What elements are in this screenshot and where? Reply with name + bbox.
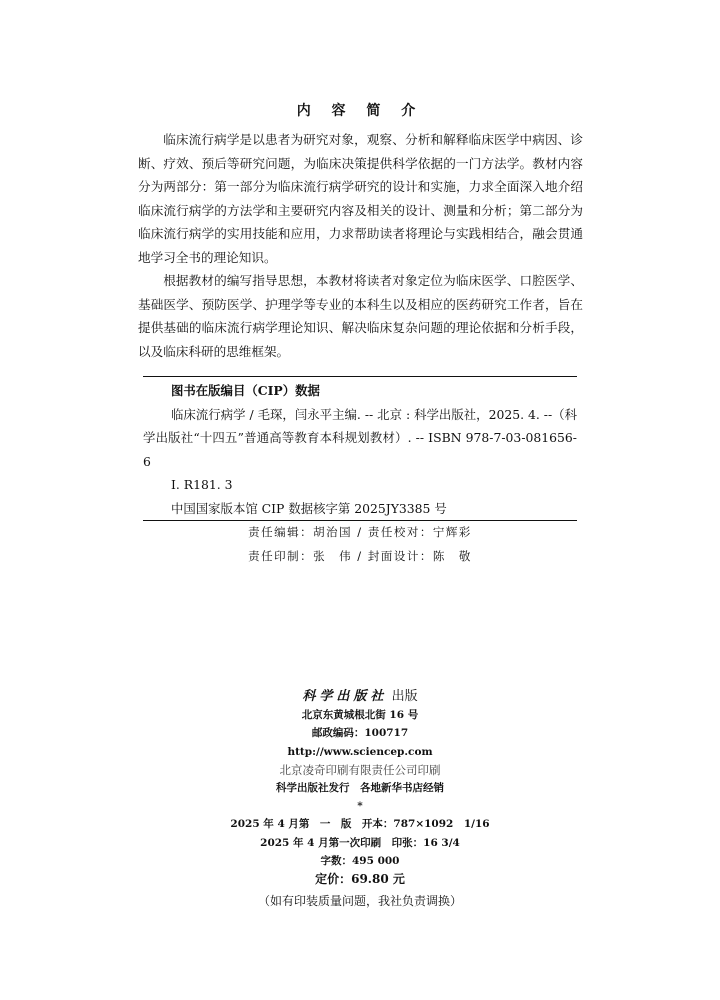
publisher-address: 北京东黄城根北街 16 号 (301, 709, 419, 722)
quality-notice: （如有印装质量问题，我社负责调换） (257, 894, 462, 909)
page-title: 内 容 简 介 (296, 103, 424, 119)
editors-line-2: 责任印制：张 伟 / 封面设计：陈 敬 (248, 549, 472, 563)
cip-classification: Ⅰ. R181. 3 (171, 477, 233, 492)
word-count: 字数：495 000 (320, 854, 400, 867)
edition-info: 2025 年 4 月第 一 版 开本：787×1092 1/16 (230, 818, 490, 831)
printer: 北京凌奇印刷有限责任公司印刷 (279, 762, 441, 777)
postcode: 邮政编码：100717 (311, 727, 409, 740)
price: 定价：69.80 元 (315, 872, 405, 887)
publisher-line (0, 688, 720, 706)
summary-paragraph-1: 临床流行病学是以患者为研究对象，观察、分析和解释临床医学中病因、诊断、疗效、预后等研究问题，为临床决策提供科学依据的一门方法学。教材内容分为两部分：第一部分为临床流行病学研究的设计和实施，力求全面深入地介绍临床流行病学的方法学和主要研究内容及相关的设计、测量和分析；第二部分为临床流行病学的实用技能和应用，力求帮助读者将理论与实践相结合，融会贯通地学习全书的理论知识。 (138, 132, 583, 265)
distribution: 科学出版社发行 各地新华书店经销 (276, 782, 444, 795)
editors-line-1: 责任编辑：胡治国 / 责任校对：宁辉彩 (248, 525, 472, 539)
content-summary (138, 128, 583, 363)
cip-heading: 图书在版编目（CIP）数据 (171, 383, 320, 398)
cip-data-number: 中国国家版本馆 CIP 数据核字第 2025JY3385 号 (171, 500, 447, 516)
cip-entry: 临床流行病学 / 毛琛，闫永平主编. -- 北京 : 科学出版社，2025. 4. --（科学出版社“十四五”普通高等教育本科规划教材）. -- ISBN 978-7-03-081656-6 (143, 406, 577, 469)
printing-info: 2025 年 4 月第一次印刷 印张：16 3/4 (260, 836, 460, 849)
publisher-suffix: 出版 (391, 689, 418, 704)
summary-paragraph-2: 根据教材的编写指导思想，本教材将读者对象定位为临床医学、口腔医学、基础医学、预防医学、护理学等专业的本科生以及相应的医药研究工作者，旨在提供基础的临床流行病学理论知识、解决临床复杂问题的理论依据和分析手段，以及临床科研的思维框架。 (138, 273, 583, 359)
website: http://www.sciencep.com (287, 745, 433, 758)
separator: * (357, 800, 363, 813)
imprint-block (0, 688, 720, 910)
publisher-logo: 科学出版社 (302, 689, 388, 704)
cip-data-block (143, 376, 577, 521)
responsible-editors (0, 520, 720, 568)
